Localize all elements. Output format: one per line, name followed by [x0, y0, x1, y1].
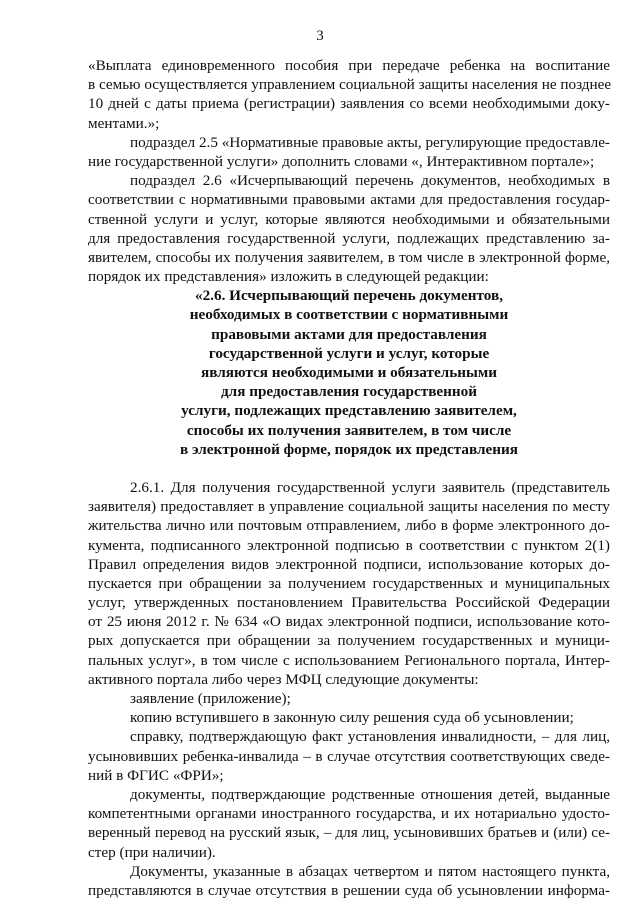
heading-line: для предоставления государственной	[221, 383, 477, 401]
text-line: рых допускается при обращении за получением государственных и муници-	[88, 632, 610, 650]
text-line: жительства лично или почтовым отправлением, либо в форме электронного до-	[88, 517, 610, 535]
text-line: представляются в случае отсутствия в решении суда об усыновлении информа-	[88, 881, 610, 899]
text-line: порядок их представления» изложить в следующей редакции:	[88, 268, 489, 286]
text-line: ний в ФГИС «ФРИ»;	[88, 766, 224, 784]
list-item-court-decision	[88, 708, 610, 727]
paragraph-2-6-1	[88, 478, 610, 689]
text-line: заявителя) предоставляет в управление социальной защиты населения по месту	[88, 498, 610, 516]
document-body	[88, 56, 610, 900]
text-line: в семью осуществляется управлением социальной защиты населения не позднее	[88, 76, 612, 94]
heading-line: правовыми актами для предоставления	[211, 325, 487, 343]
list-item-application	[88, 689, 610, 708]
paragraph-documents-note	[88, 862, 610, 900]
heading-line: способы их получения заявителем, в том числе	[186, 421, 512, 439]
paragraph-payment-deadline	[88, 56, 610, 133]
text-line: пальных услуг», в том числе с использованием Регионального портала, Интер-	[88, 651, 610, 669]
text-line: копию вступившего в законную силу решения суда об усыновлении;	[130, 709, 574, 727]
text-line: соответствии с нормативными правовыми актами для предоставления государ-	[88, 191, 610, 209]
text-line: от 25 июня 2012 г. № 634 «О видах электронной подписи, использование кото-	[88, 613, 610, 631]
text-line: документы, подтверждающие родственные отношения детей, выданные	[130, 785, 610, 803]
text-line: явителем, способы их получения заявителем, в том числе в электронной форме,	[88, 248, 610, 266]
heading-line: услуги, подлежащих представлению заявителем,	[181, 402, 517, 420]
heading-line: являются необходимыми и обязательными	[201, 364, 497, 381]
text-line: Документы, указанные в абзацах четвертом и пятом настоящего пункта,	[130, 862, 610, 880]
text-line: 10 дней с даты приема (регистрации) заявления со всеми необходимыми доку-	[88, 95, 610, 113]
heading-line: в электронной форме, порядок их представления	[180, 440, 518, 458]
text-line: для предоставления государственной услуги, подлежащих представлению за-	[88, 229, 610, 247]
heading-line: государственной услуги и услуг, которые	[208, 344, 490, 362]
blank-line	[88, 459, 610, 478]
page-number: 3	[316, 28, 324, 44]
text-line: Правил определения видов электронной подписи, использование которых до-	[88, 555, 610, 573]
text-line: 2.6.1. Для получения государственной услуги заявитель (представитель	[130, 478, 610, 496]
text-line: ственной услуги и услуг, которые являются необходимыми и обязательными	[88, 210, 610, 228]
list-item-disability-certificate	[88, 727, 610, 785]
list-item-kinship-documents	[88, 785, 610, 862]
text-line: пускается при обращении за получением государственных и муниципальных	[88, 574, 610, 592]
section-heading-2-6	[88, 286, 610, 459]
text-line: стер (при наличии).	[88, 843, 216, 861]
text-line: подраздел 2.6 «Исчерпывающий перечень документов, необходимых в	[130, 172, 610, 190]
text-line: справку, подтверждающую факт установления инвалидности, – для лиц,	[130, 728, 610, 746]
text-line: ментами.»;	[88, 114, 160, 132]
text-line: ние государственной услуги» дополнить словами «, Интерактивном портале»;	[88, 152, 595, 170]
text-line: компетентными органами иностранного государства, и их нотариально удосто-	[88, 805, 610, 823]
text-line: услуг, утвержденных постановлением Правительства Российской Федерации	[88, 594, 610, 612]
text-line: усыновивших ребенка-инвалида – в случае отсутствия соответствующих сведе-	[88, 747, 610, 765]
heading-line: «2.6. Исчерпывающий перечень документов,	[194, 287, 503, 305]
text-line: веренный перевод на русский язык, – для лиц, усыновивших братьев и (или) се-	[88, 824, 610, 842]
text-line: активного портала либо через МФЦ следующие документы:	[88, 670, 479, 688]
text-line: заявление (приложение);	[130, 690, 291, 707]
text-line: «Выплата единовременного пособия при передаче ребенка на воспитание	[88, 57, 610, 74]
text-line: кумента, подписанного электронной подписью в соответствии с пунктом 2(1)	[88, 536, 610, 554]
paragraph-subsection-2-6	[88, 171, 610, 286]
heading-line: необходимых в соответствии с нормативными	[189, 306, 509, 324]
text-line: подраздел 2.5 «Нормативные правовые акты, регулирующие предоставле-	[130, 133, 610, 151]
paragraph-subsection-2-5	[88, 133, 610, 171]
